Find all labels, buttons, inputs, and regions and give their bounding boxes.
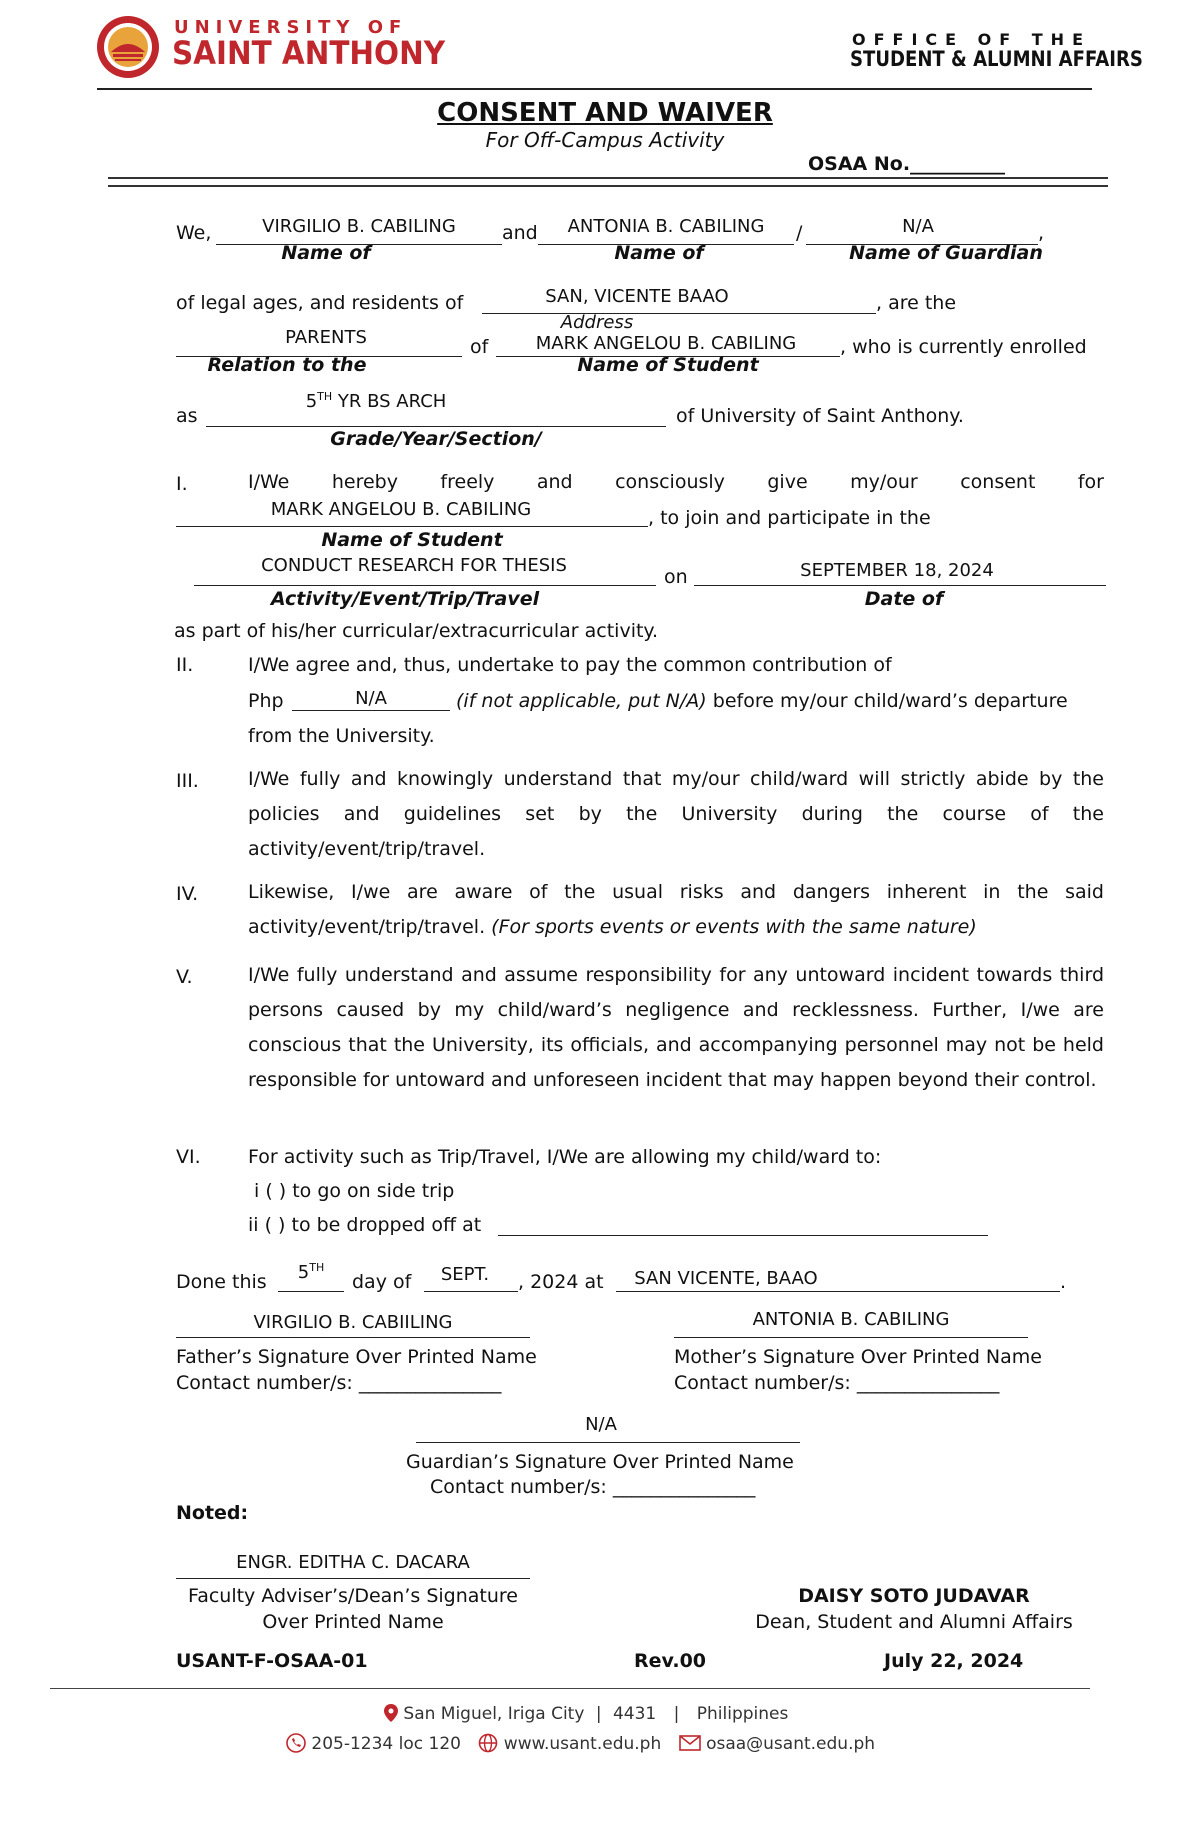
form-subtitle: For Off-Campus Activity bbox=[485, 128, 725, 152]
section3-text: I/We fully and knowingly understand that my/our child/ward will strictly abide by the policies and guidelines set by the University during the course of the activity/event/trip/travel. bbox=[248, 768, 1104, 860]
slash-label: / bbox=[796, 222, 803, 244]
month-value: SEPT. bbox=[440, 1264, 490, 1285]
footer-rule bbox=[50, 1688, 1090, 1689]
drop-off-option: ii ( ) to be dropped off at bbox=[248, 1214, 482, 1236]
section1-student-line bbox=[176, 526, 648, 527]
mother-caption: Mother’s Signature Over Printed Name bbox=[674, 1346, 1042, 1368]
contact-line-2 bbox=[286, 1733, 875, 1754]
date-value: SEPTEMBER 18, 2024 bbox=[800, 560, 994, 581]
footer-phone: 205-1234 loc 120 bbox=[311, 1734, 461, 1754]
comma-label: , bbox=[1038, 222, 1045, 244]
father-caption: Father’s Signature Over Printed Name bbox=[176, 1346, 537, 1368]
guardian-sig-name: N/A bbox=[585, 1414, 617, 1435]
guardian-signature-line bbox=[416, 1442, 800, 1443]
separator: | bbox=[673, 1704, 680, 1724]
revision-number: Rev.00 bbox=[634, 1650, 707, 1672]
footer-address: San Miguel, Iriga City bbox=[403, 1704, 585, 1724]
we-label: We, bbox=[176, 222, 212, 244]
day-superscript: TH bbox=[309, 1261, 325, 1274]
day-number: 5 bbox=[297, 1262, 310, 1283]
father-contact: Contact number/s: _______________ bbox=[176, 1372, 502, 1394]
footer-website[interactable]: www.usant.edu.ph bbox=[503, 1734, 662, 1754]
father-signature-line bbox=[176, 1337, 530, 1338]
grade-rest: YR BS ARCH bbox=[332, 391, 447, 412]
grade-superscript: TH bbox=[317, 390, 333, 403]
header-rule bbox=[97, 88, 1092, 90]
activity-caption: Activity/Event/Trip/Travel bbox=[270, 588, 540, 610]
section4-paragraph bbox=[248, 875, 1104, 945]
phone-icon bbox=[286, 1733, 306, 1753]
are-the-text: , are the bbox=[876, 292, 957, 314]
address-value: SAN, VICENTE BAAO bbox=[545, 286, 729, 307]
office-name-line2: STUDENT & ALUMNI AFFAIRS bbox=[850, 47, 1143, 71]
name1-value: VIRGILIO B. CABILING bbox=[262, 216, 456, 237]
drop-off-line bbox=[498, 1235, 988, 1236]
university-name-line2: SAINT ANTHONY bbox=[172, 34, 446, 72]
amount-line bbox=[292, 710, 450, 711]
section1-student-caption: Name of Student bbox=[321, 529, 503, 551]
location-pin-icon bbox=[384, 1704, 398, 1722]
on-label: on bbox=[664, 566, 688, 588]
year-at-label: , 2024 at bbox=[518, 1271, 604, 1293]
separator: | bbox=[595, 1704, 602, 1724]
relation-value: PARENTS bbox=[285, 327, 367, 348]
grade-number: 5 bbox=[305, 391, 318, 412]
section5-number: V. bbox=[176, 966, 193, 988]
section5-text: I/We fully understand and assume responsibility for any untoward incident towards third persons caused by my child/ward’s negligence and recklessness. Further, I/we are conscious that the University, its officials, and accompanying personnel may not be held responsible for untoward and unforeseen incident that may happen beyond their control. bbox=[248, 964, 1104, 1091]
section1-line1: I/We hereby freely and consciously give my/our consent for bbox=[248, 471, 1104, 493]
section3-number: III. bbox=[176, 770, 199, 792]
adviser-signature-line bbox=[176, 1578, 530, 1579]
double-rule bbox=[108, 177, 1108, 187]
office-name-line1: OFFICE OF THE bbox=[852, 30, 1091, 49]
revision-date: July 22, 2024 bbox=[884, 1650, 1024, 1672]
activity-line bbox=[194, 585, 656, 586]
email-icon bbox=[679, 1735, 701, 1751]
php-label: Php bbox=[248, 690, 284, 712]
grade-value bbox=[206, 390, 546, 412]
address-caption: Address bbox=[560, 312, 634, 333]
name2-caption: Name of bbox=[614, 242, 704, 264]
section1-to-join-text: , to join and participate in the bbox=[648, 507, 931, 529]
day-value bbox=[278, 1261, 344, 1283]
date-line bbox=[694, 585, 1106, 586]
date-caption: Date of bbox=[864, 588, 944, 610]
dean-name: DAISY SOTO JUDAVAR bbox=[798, 1585, 1030, 1607]
and-label: and bbox=[502, 222, 538, 244]
as-label: as bbox=[176, 405, 198, 427]
place-line bbox=[616, 1291, 1060, 1292]
guardian-caption: Name of Guardian bbox=[849, 242, 1043, 264]
guardian-value: N/A bbox=[902, 216, 934, 237]
university-name-line1: UNIVERSITY OF bbox=[174, 17, 408, 38]
section2-line3: from the University. bbox=[248, 725, 435, 747]
section4-number: IV. bbox=[176, 883, 199, 905]
relation-caption: Relation to the bbox=[207, 354, 367, 376]
month-line bbox=[424, 1291, 518, 1292]
section2-rest: before my/our child/ward’s departure bbox=[706, 690, 1068, 712]
section2-note: (if not applicable, put N/A) bbox=[456, 690, 707, 712]
student-caption: Name of Student bbox=[577, 354, 759, 376]
dean-title: Dean, Student and Alumni Affairs bbox=[755, 1611, 1073, 1633]
place-period: . bbox=[1060, 1271, 1067, 1293]
guardian-sig-caption: Guardian’s Signature Over Printed Name bbox=[406, 1451, 794, 1473]
footer-country: Philippines bbox=[696, 1704, 789, 1724]
section2-number: II. bbox=[176, 654, 194, 676]
footer-email[interactable]: osaa@usant.edu.ph bbox=[706, 1734, 876, 1754]
section1-number: I. bbox=[176, 473, 188, 495]
day-line bbox=[278, 1291, 344, 1292]
section1-student-value: MARK ANGELOU B. CABILING bbox=[270, 499, 532, 520]
mother-contact: Contact number/s: _______________ bbox=[674, 1372, 1000, 1394]
section6-number: VI. bbox=[176, 1146, 201, 1168]
mother-signature-line bbox=[674, 1337, 1028, 1338]
of-label: of bbox=[470, 336, 489, 358]
footer-zip: 4431 bbox=[612, 1704, 657, 1724]
of-university-text: of University of Saint Anthony. bbox=[676, 405, 964, 427]
section2-line2 bbox=[456, 690, 1068, 712]
osaa-number: OSAA No.__________ bbox=[808, 153, 1006, 175]
father-name: VIRGILIO B. CABIILING bbox=[253, 1312, 453, 1333]
adviser-name: ENGR. EDITHA C. DACARA bbox=[236, 1552, 470, 1573]
place-value: SAN VICENTE, BAAO bbox=[634, 1268, 818, 1289]
form-title: CONSENT AND WAIVER bbox=[437, 98, 773, 128]
noted-label: Noted: bbox=[176, 1502, 249, 1524]
section4-note: (For sports events or events with the same nature) bbox=[491, 916, 977, 938]
section6-line1: For activity such as Trip/Travel, I/We are allowing my child/ward to: bbox=[248, 1146, 882, 1168]
name1-caption: Name of bbox=[281, 242, 371, 264]
globe-icon bbox=[478, 1733, 498, 1753]
grade-line bbox=[206, 426, 666, 427]
who-enrolled-text: , who is currently enrolled bbox=[840, 336, 1087, 358]
amount-value: N/A bbox=[355, 688, 387, 709]
name2-value: ANTONIA B. CABILING bbox=[567, 216, 765, 237]
side-trip-option: i ( ) to go on side trip bbox=[254, 1180, 455, 1202]
day-of-label: day of bbox=[352, 1271, 412, 1293]
adviser-caption-2: Over Printed Name bbox=[262, 1611, 444, 1633]
guardian-contact: Contact number/s: _______________ bbox=[430, 1476, 756, 1498]
university-seal bbox=[95, 14, 161, 80]
form-code: USANT-F-OSAA-01 bbox=[176, 1650, 368, 1672]
section2-line1: I/We agree and, thus, undertake to pay the common contribution of bbox=[248, 654, 892, 676]
activity-value: CONDUCT RESEARCH FOR THESIS bbox=[261, 555, 567, 576]
section4-text: Likewise, I/we are aware of the usual risks and dangers inherent in the said activity/event/trip/travel. bbox=[248, 881, 1104, 938]
legal-ages-text: of legal ages, and residents of bbox=[176, 292, 464, 314]
done-this-label: Done this bbox=[176, 1271, 267, 1293]
mother-name: ANTONIA B. CABILING bbox=[752, 1309, 950, 1330]
adviser-caption-1: Faculty Adviser’s/Dean’s Signature bbox=[188, 1585, 518, 1607]
student-value: MARK ANGELOU B. CABILING bbox=[535, 333, 797, 354]
as-part-text: as part of his/her curricular/extracurricular activity. bbox=[174, 620, 659, 642]
contact-line-1 bbox=[384, 1704, 788, 1724]
grade-caption: Grade/Year/Section/ bbox=[330, 428, 542, 450]
